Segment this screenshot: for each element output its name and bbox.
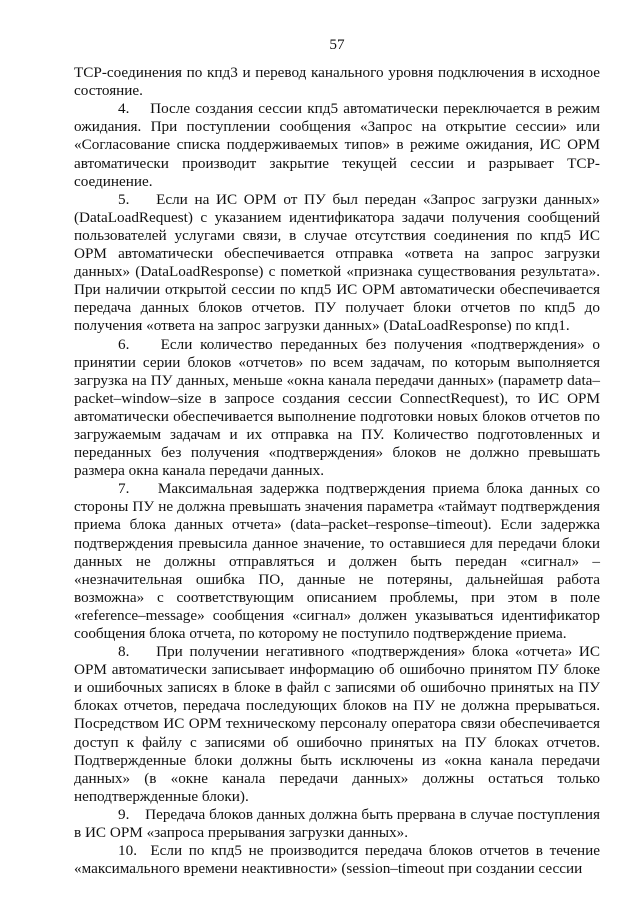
paragraph-item-7: 7. Максимальная задержка подтверждения приема блока данных со стороны ПУ не должна превышать значения параметра «таймаут подтверждения приема блока данных отчета» (data–packet–response–timeout). Если задержка подтверждения превысила данное значение, то оставшиеся для передачи блоки данных не должны отправляться и должен быть передан «сигнал» – «незначительная ошибка ПО, данные не потеряны, дальнейшая работа возможна» с соответствующим описанием проблемы, при этом в поле «reference–message» сообщения «сигнал» должен указываться идентификатор сообщения блока отчета, по которому не поступило подтверждение приема.	[74, 480, 600, 642]
body-text	[74, 64, 600, 878]
page-number: 57	[329, 36, 345, 53]
paragraph-item-8: 8. При получении негативного «подтверждения» блока «отчета» ИС ОРМ автоматически записывает информацию об ошибочно принятом ПУ блоке и ошибочных записях в блоке в файл с записями об ошибочно принятых на ПУ блоках отчетов, передача последующих блоков на ПУ не должна прерываться. Посредством ИС ОРМ техническому персоналу оператора связи обеспечивается доступ к файлу с записями об ошибочно принятых на ПУ блоках отчетов. Подтвержденные блоки должны быть исключены из «окна канала передачи данных» (в «окне канала передачи данных» должны остаться только неподтвержденные блоки).	[74, 643, 600, 805]
paragraph-item-4: 4. После создания сессии кпд5 автоматически переключается в режим ожидания. При поступлении сообщения «Запрос на открытие сессии» или «Согласование списка поддерживаемых типов» в режиме ожидания, ИС ОРМ автоматически производит закрытие текущей сессии и разрывает TCP-соединение.	[74, 100, 600, 190]
paragraph-item-9: 9. Передача блоков данных должна быть прервана в случае поступления в ИС ОРМ «запроса прерывания загрузки данных».	[74, 805, 600, 842]
paragraph-item-5: 5. Если на ИС ОРМ от ПУ был передан «Запрос загрузки данных» (DataLoadRequest) с указанием идентификатора задачи получения сообщений пользователей услугами связи, в случае отсутствия соединения по кпд5 ИС ОРМ автоматически обеспечивается отправка «ответа на запрос загрузки данных» (DataLoadResponse) с пометкой «признака существования результата». При наличии открытой сессии по кпд5 ИС ОРМ автоматически обеспечивается передача данных блоков отчетов. ПУ получает блоки отчетов по кпд5 до получения «ответа на запрос загрузки данных» (DataLoadResponse) по кпд1.	[74, 190, 600, 335]
paragraph-continuation: TCP-соединения по кпд3 и перевод канального уровня подключения в исходное состояние.	[74, 64, 600, 100]
paragraph-item-10: 10. Если по кпд5 не производится передача блоков отчетов в течение «максимального времени неактивности» (session–timeout при создании сессии	[74, 842, 600, 878]
paragraph-item-6: 6. Если количество переданных без получения «подтверждения» о принятии серии блоков «отчетов» по всем задачам, по которым выполняется загрузка на ПУ данных, меньше «окна канала передачи данных» (параметр data–packet–window–size в запросе создания сессии ConnectRequest), то ИС ОРМ автоматически обеспечивается выполнение подготовки новых блоков отчетов по загружаемым задачам и их отправка на ПУ. Количество подготовленных и переданных без получения «подтверждения» блоков не должно превышать размера окна канала передачи данных.	[74, 335, 600, 480]
